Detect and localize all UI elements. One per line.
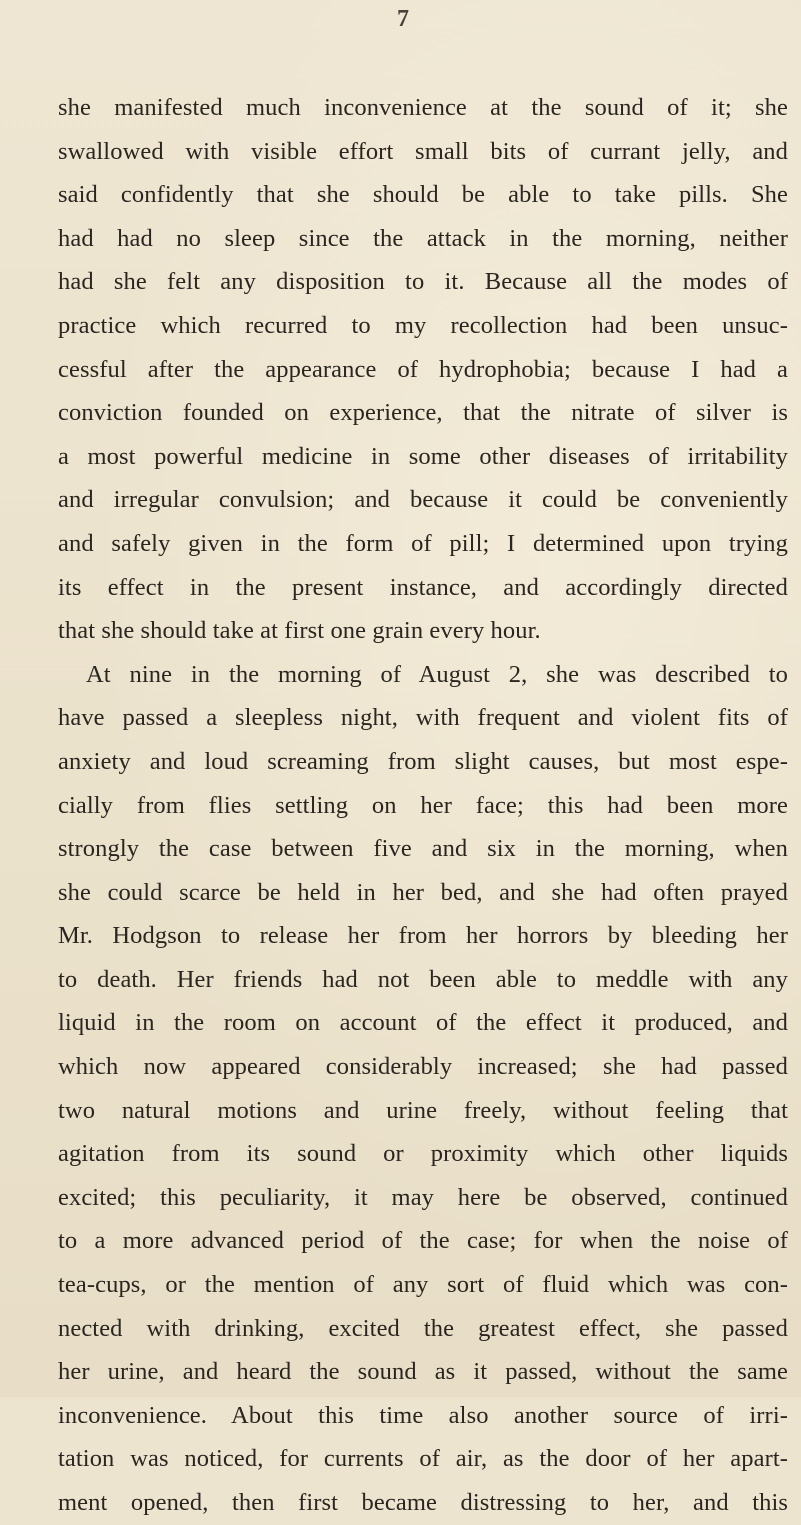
text-line: excited; this peculiarity, it may here be observed, continued <box>58 1183 788 1211</box>
text-line: said confidently that she should be able to take pills. She <box>58 181 788 209</box>
text-line: she could scarce be held in her bed, and she had often prayed <box>58 878 788 906</box>
text-line: practice which recurred to my recollection had been unsuc- <box>58 311 788 339</box>
text-line: tea-cups, or the mention of any sort of fluid which was con- <box>58 1271 788 1299</box>
text-line: strongly the case between five and six in the morning, when <box>58 835 788 863</box>
text-line: her urine, and heard the sound as it passed, without the same <box>58 1358 788 1386</box>
text-line: Mr. Hodgson to release her from her horrors by bleeding her <box>58 922 788 950</box>
text-line: agitation from its sound or proximity which other liquids <box>58 1140 788 1168</box>
text-line: liquid in the room on account of the effect it produced, and <box>58 1009 788 1037</box>
text-line: which now appeared considerably increased; she had passed <box>58 1053 788 1081</box>
text-line: had she felt any disposition to it. Because all the modes of <box>58 268 788 296</box>
text-line: cially from flies settling on her face; this had been more <box>58 791 788 819</box>
text-line: to a more advanced period of the case; for when the noise of <box>58 1227 788 1255</box>
text-line: cessful after the appearance of hydrophobia; because I had a <box>58 355 788 383</box>
text-line: its effect in the present instance, and accordingly directed <box>58 573 788 601</box>
text-line: two natural motions and urine freely, without feeling that <box>58 1096 788 1124</box>
text-line: nected with drinking, excited the greatest effect, she passed <box>58 1314 788 1342</box>
text-line: that she should take at first one grain every hour. <box>58 617 541 645</box>
text-line: conviction founded on experience, that the nitrate of silver is <box>58 399 788 427</box>
paragraph-start-line: At nine in the morning of August 2, she was described to <box>86 660 788 688</box>
text-line: ment opened, then first became distressing to her, and this <box>58 1489 788 1516</box>
text-line: a most powerful medicine in some other diseases of irritability <box>58 442 788 470</box>
text-line: have passed a sleepless night, with frequent and violent fits of <box>58 704 788 732</box>
text-line: she manifested much inconvenience at the sound of it; she <box>58 94 788 121</box>
text-line: had had no sleep since the attack in the morning, neither <box>58 224 788 252</box>
body-text <box>58 86 788 1525</box>
text-line: swallowed with visible effort small bits of currant jelly, and <box>58 137 788 165</box>
page-number: 7 <box>397 6 409 32</box>
text-line: to death. Her friends had not been able to meddle with any <box>58 965 788 993</box>
text-line: and irregular convulsion; and because it could be conveniently <box>58 486 788 514</box>
text-line: inconvenience. About this time also another source of irri- <box>58 1401 788 1429</box>
text-line: and safely given in the form of pill; I determined upon trying <box>58 529 788 557</box>
text-line: anxiety and loud screaming from slight causes, but most espe- <box>58 747 788 775</box>
text-line: tation was noticed, for currents of air, as the door of her apart- <box>58 1445 788 1473</box>
